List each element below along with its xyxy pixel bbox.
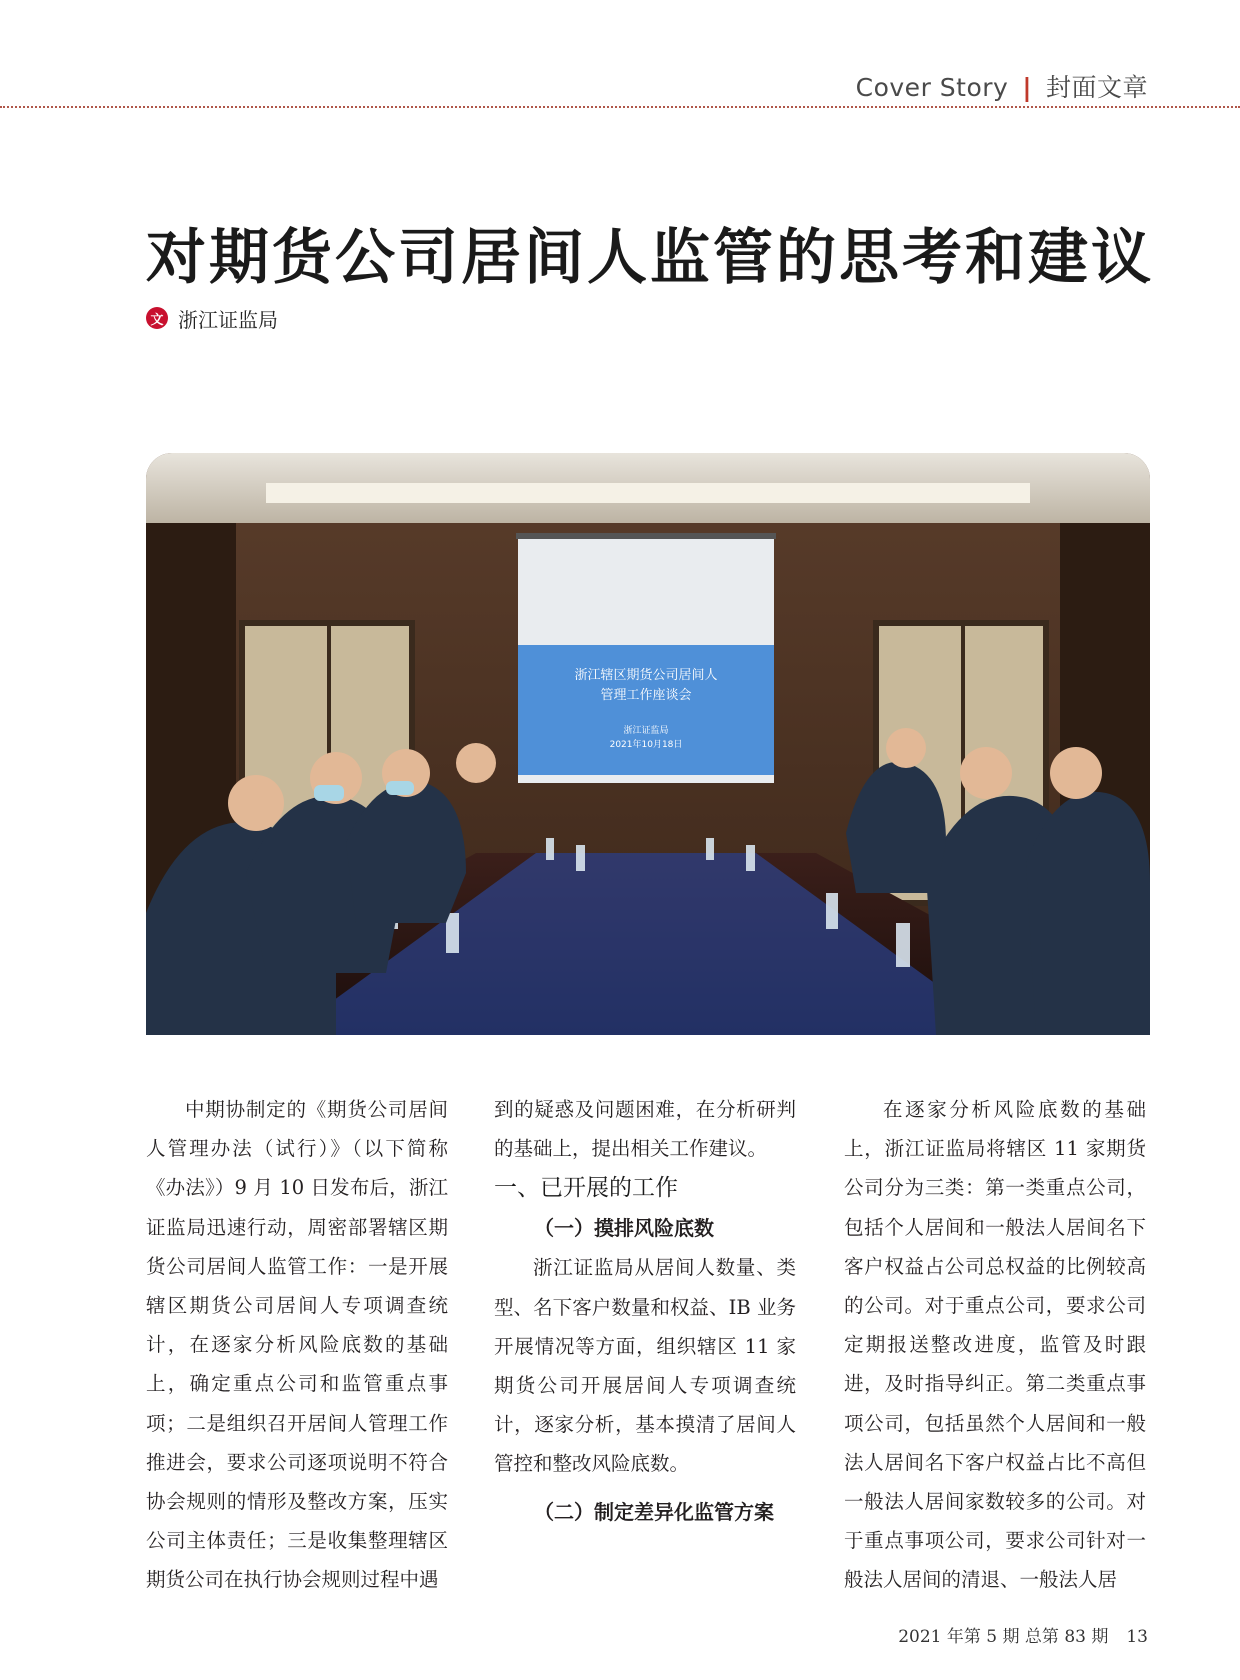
- article-title: 对期货公司居间人监管的思考和建议: [146, 223, 1154, 293]
- screen-title-line2: 管理工作座谈会: [600, 688, 692, 703]
- author-name: 浙江证监局: [178, 307, 278, 332]
- subsection-heading: （一）摸排风险底数: [534, 1216, 714, 1241]
- section-separator: |: [1022, 73, 1032, 102]
- body-paragraph: 到的疑惑及问题困难，在分析研判的基础上，提出相关工作建议。: [494, 1098, 796, 1161]
- body-paragraph: 在逐家分析风险底数的基础上，浙江证监局将辖区 11 家期货公司分为三类：第一类重点公司，包括个人居间和一般法人居间名下客户权益占公司总权益的比例较高的公司。对于重点公司，要求公司定期报送整改进度，监管及时跟进，及时指导纠正。第二类重点事项公司，包括虽然个人居间和一般法人居间名下客户权益占比不高但一般法人居间家数较多的公司。对于重点事项公司，要求公司针对一般法人居间的清退、一般法人居: [844, 1098, 1146, 1592]
- byline: [146, 304, 278, 332]
- body-column-2: [494, 1090, 796, 1532]
- screen-title-line1: 浙江辖区期货公司居间人: [574, 668, 718, 683]
- byline-badge: 文: [146, 307, 168, 329]
- screen-org: 浙江证监局: [623, 726, 669, 736]
- section-label: [856, 68, 1148, 104]
- section-label-en: Cover Story: [855, 73, 1009, 102]
- body-paragraph: 浙江证监局从居间人数量、类型、名下客户数量和权益、IB 业务开展情况等方面，组织辖区 11 家期货公司开展居间人专项调查统计，逐家分析，基本摸清了居间人管控和整改风险底数。: [494, 1256, 796, 1476]
- running-header: [0, 68, 1240, 108]
- screen-date: 2021年10月18日: [609, 740, 683, 750]
- section-label-cn: 封面文章: [1045, 73, 1148, 102]
- page-number: 13: [1126, 1627, 1148, 1647]
- body-column-1: [146, 1090, 448, 1600]
- meeting-photo-illustration: [146, 453, 1150, 1035]
- section-heading: 一、已开展的工作: [494, 1175, 678, 1202]
- meeting-photo: [146, 453, 1150, 1035]
- page-footer: [898, 1622, 1148, 1647]
- subsection-heading: （二）制定差异化监管方案: [534, 1499, 774, 1524]
- body-paragraph: 中期协制定的《期货公司居间人管理办法（试行）》（以下简称《办法》）9 月 10 日发布后，浙江证监局迅速行动，周密部署辖区期货公司居间人监管工作：一是开展辖区期货公司居间人专项调查统计，在逐家分析风险底数的基础上，确定重点公司和监管重点事项；二是组织召开居间人管理工作推进会，要求公司逐项说明不符合协会规则的情形及整改方案，压实公司主体责任；三是收集整理辖区期货公司在执行协会规则过程中遇: [146, 1098, 448, 1592]
- issue-info: 2021 年第 5 期 总第 83 期: [898, 1627, 1109, 1647]
- body-column-3: [844, 1090, 1146, 1600]
- header-dotted-rule: [0, 106, 1240, 108]
